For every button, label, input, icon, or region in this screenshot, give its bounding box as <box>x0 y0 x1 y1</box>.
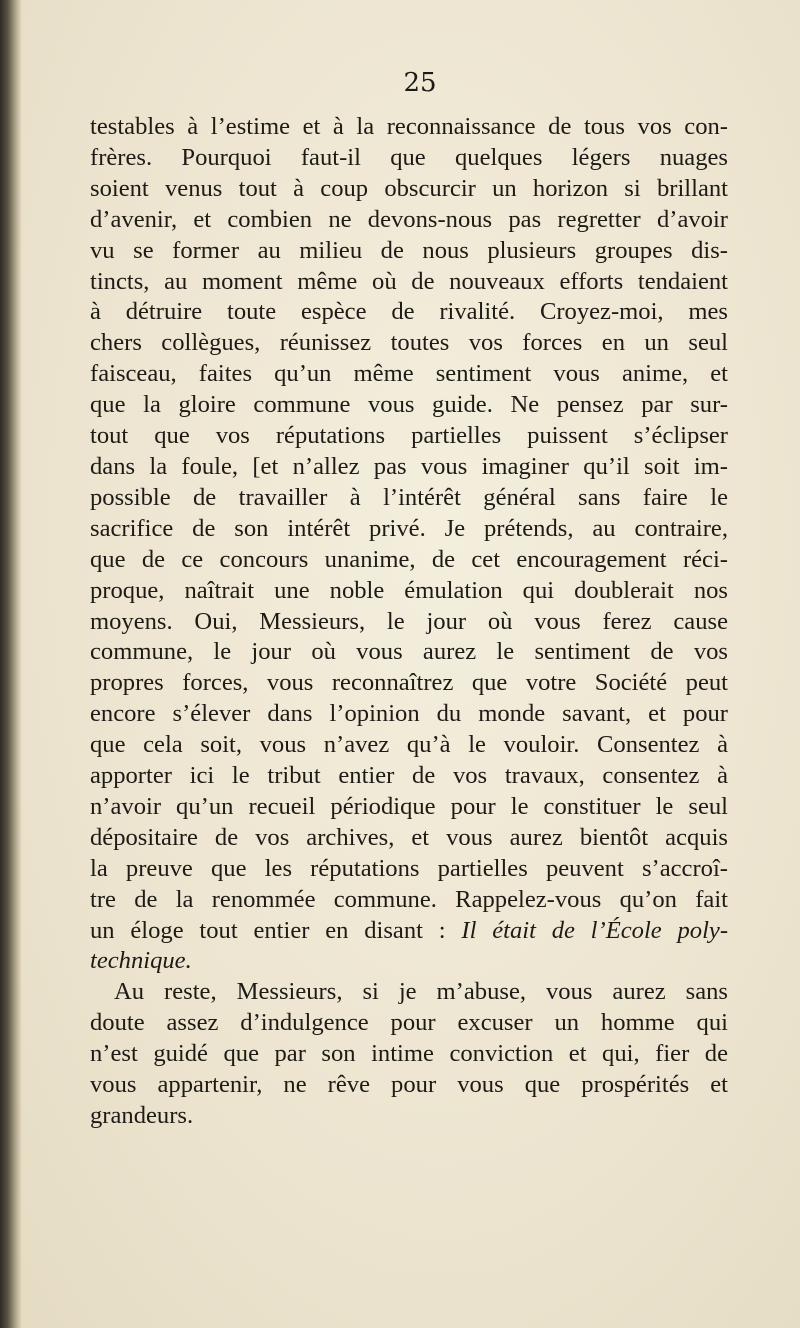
paragraph <box>90 112 728 977</box>
text-line: vu se former au milieu de nous plusieurs groupes dis- <box>90 236 728 264</box>
text-line: tincts, au moment même où de nouveaux efforts tendaient <box>90 267 728 295</box>
text-line: d’avenir, et combien ne devons-nous pas regretter d’avoir <box>90 205 728 233</box>
text-line: technique. <box>90 947 192 975</box>
text-line: Au reste, Messieurs, si je m’abuse, vous aurez sans <box>114 978 728 1006</box>
text-line: dépositaire de vos archives, et vous aurez bientôt acquis <box>90 823 728 851</box>
text-line: à détruire toute espèce de rivalité. Croyez-moi, mes <box>90 298 728 326</box>
text-line <box>90 916 728 947</box>
text-line: testables à l’estime et à la reconnaissance de tous vos con- <box>90 113 728 140</box>
text-line: sacrifice de son intérêt privé. Je prétends, au contraire, <box>90 514 728 542</box>
text-line: dans la foule, [et n’allez pas vous imaginer qu’il soit im- <box>90 452 728 480</box>
text-line: possible de travailler à l’intérêt général sans faire le <box>90 483 728 511</box>
text-line: n’est guidé que par son intime conviction et qui, fier de <box>90 1040 728 1068</box>
text-line: frères. Pourquoi faut-il que quelques légers nuages <box>90 143 728 171</box>
text-line: tout que vos réputations partielles puissent s’éclipser <box>90 422 728 450</box>
text-line: doute assez d’indulgence pour excuser un homme qui <box>90 1009 728 1037</box>
text-line: soient venus tout à coup obscurcir un horizon si brillant <box>90 174 728 202</box>
text-line: n’avoir qu’un recueil périodique pour le constituer le seul <box>90 792 728 820</box>
paragraph <box>90 977 728 1132</box>
text-line: encore s’élever dans l’opinion du monde savant, et pour <box>90 700 728 728</box>
text-line: faisceau, faites qu’un même sentiment vous anime, et <box>90 360 728 388</box>
text-line: que de ce concours unanime, de cet encouragement réci- <box>90 545 728 573</box>
text-line: que cela soit, vous n’avez qu’à le vouloir. Consentez à <box>90 731 728 759</box>
text-line: la preuve que les réputations partielles peuvent s’accroî- <box>90 854 728 882</box>
text-line: vous appartenir, ne rêve pour vous que prospérités et <box>90 1071 728 1099</box>
text-line: tre de la renommée commune. Rappelez-vous qu’on fait <box>90 885 728 913</box>
text-line: que la gloire commune vous guide. Ne pensez par sur- <box>90 391 728 419</box>
body-text <box>90 112 728 1132</box>
text-line: chers collègues, réunissez toutes vos forces en un seul <box>90 329 728 357</box>
text-segment: un éloge tout entier en disant : <box>90 916 446 944</box>
italic-phrase: Il était de l’École poly- <box>461 916 729 944</box>
page-number: 25 <box>403 68 437 98</box>
binding-gutter <box>0 0 22 1328</box>
text-line: commune, le jour où vous aurez le sentiment de vos <box>90 638 728 666</box>
text-line: proque, naîtrait une noble émulation qui doublerait nos <box>90 576 728 604</box>
text-line: grandeurs. <box>90 1102 194 1129</box>
text-line: apporter ici le tribut entier de vos travaux, consentez à <box>90 762 728 790</box>
text-line: moyens. Oui, Messieurs, le jour où vous ferez cause <box>90 607 728 635</box>
text-line: propres forces, vous reconnaîtrez que votre Société peut <box>90 669 728 697</box>
